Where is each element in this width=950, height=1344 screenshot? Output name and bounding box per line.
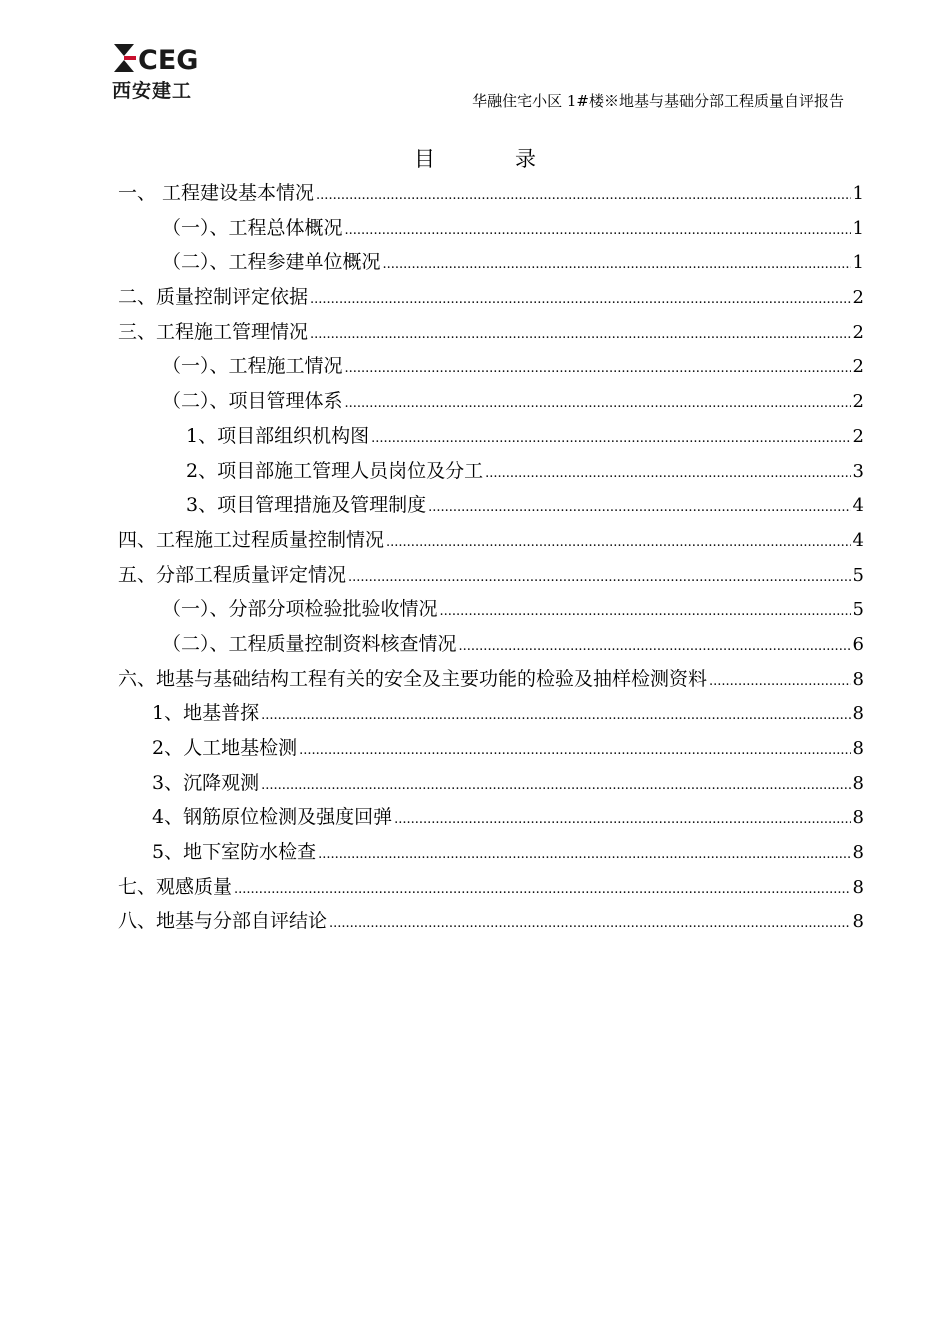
toc-entry-label: 5、地下室防水检查 bbox=[152, 841, 317, 864]
ceg-logo-icon bbox=[112, 42, 212, 74]
toc-entry-label: （一）、工程施工情况 bbox=[162, 355, 343, 378]
toc-entry-label: 3、项目管理措施及管理制度 bbox=[186, 494, 427, 517]
toc-entry-label: （一）、分部分项检验批验收情况 bbox=[162, 598, 438, 621]
toc-entry-label: 4、钢筋原位检测及强度回弹 bbox=[152, 806, 393, 829]
toc-entry-label: （一）、工程总体概况 bbox=[162, 216, 343, 239]
toc-leader-dots bbox=[440, 595, 851, 630]
toc-leader-dots bbox=[329, 907, 851, 942]
toc-leader-dots bbox=[428, 491, 850, 526]
toc-entry-page-number: 8 bbox=[852, 703, 864, 725]
toc-entry-page-number: 8 bbox=[852, 911, 864, 933]
toc-entry-page-number: 5 bbox=[852, 564, 864, 586]
company-logo bbox=[112, 42, 212, 100]
toc-entry[interactable] bbox=[118, 419, 864, 454]
toc-leader-dots bbox=[261, 769, 850, 804]
toc-entry[interactable] bbox=[118, 315, 864, 350]
toc-leader-dots bbox=[234, 873, 851, 908]
logo-chinese-name: 西安建工 bbox=[112, 80, 193, 102]
toc-entry-label: （二）、工程参建单位概况 bbox=[162, 251, 381, 274]
toc-leader-dots bbox=[459, 630, 851, 665]
toc-entry[interactable] bbox=[118, 488, 864, 523]
toc-leader-dots bbox=[310, 283, 851, 318]
toc-entry[interactable] bbox=[118, 384, 864, 419]
toc-entry-label: 三、工程施工管理情况 bbox=[118, 320, 309, 343]
toc-entry-page-number: 8 bbox=[852, 876, 864, 898]
toc-leader-dots bbox=[709, 665, 851, 700]
toc-leader-dots bbox=[485, 457, 850, 492]
toc-entry[interactable] bbox=[118, 454, 864, 489]
toc-entry-page-number: 8 bbox=[852, 772, 864, 794]
toc-entry[interactable] bbox=[118, 349, 864, 384]
toc-entry[interactable] bbox=[118, 800, 864, 835]
toc-entry-label: 3、沉降观测 bbox=[152, 771, 260, 794]
toc-entry-label: 二、质量控制评定依据 bbox=[118, 286, 309, 309]
toc-leader-dots bbox=[345, 214, 851, 249]
toc-entry[interactable] bbox=[118, 627, 864, 662]
toc-entry-label: 四、工程施工过程质量控制情况 bbox=[118, 528, 385, 551]
toc-entry-page-number: 1 bbox=[852, 252, 864, 274]
toc-title: 目 录 bbox=[413, 147, 537, 171]
toc-leader-dots bbox=[383, 248, 851, 283]
toc-leader-dots bbox=[299, 734, 850, 769]
toc-leader-dots bbox=[348, 561, 851, 596]
toc-entry-page-number: 4 bbox=[852, 529, 864, 551]
toc-entry[interactable] bbox=[118, 904, 864, 939]
toc-entry-label: 一、 工程建设基本情况 bbox=[118, 182, 315, 204]
toc-entry-label: 1、项目部组织机构图 bbox=[186, 424, 370, 447]
toc-entry[interactable] bbox=[118, 523, 864, 558]
toc-leader-dots bbox=[386, 526, 851, 561]
toc-entry-label: 七、观感质量 bbox=[118, 875, 233, 898]
toc-leader-dots bbox=[345, 387, 851, 422]
toc-entry-label: 五、分部工程质量评定情况 bbox=[118, 563, 347, 586]
toc-entry[interactable] bbox=[118, 558, 864, 593]
toc-leader-dots bbox=[318, 838, 850, 873]
toc-leader-dots bbox=[345, 352, 851, 387]
toc-entry-page-number: 2 bbox=[852, 287, 864, 309]
toc-leader-dots bbox=[394, 803, 850, 838]
toc-entry-page-number: 8 bbox=[852, 668, 864, 690]
toc-entry-page-number: 3 bbox=[852, 460, 864, 482]
toc-entry[interactable] bbox=[118, 176, 864, 211]
toc-entry[interactable] bbox=[118, 592, 864, 627]
toc-entry[interactable] bbox=[118, 870, 864, 905]
toc-leader-dots bbox=[371, 422, 850, 457]
toc-entry[interactable] bbox=[118, 766, 864, 801]
toc-entry[interactable] bbox=[118, 662, 864, 697]
toc-entry-page-number: 8 bbox=[852, 807, 864, 829]
toc-entry[interactable] bbox=[118, 211, 864, 246]
toc-entry[interactable] bbox=[118, 731, 864, 766]
toc-entry-page-number: 8 bbox=[852, 842, 864, 864]
toc-entry[interactable] bbox=[118, 835, 864, 870]
toc-entry-page-number: 4 bbox=[852, 495, 864, 517]
toc-entry-label: （二）、项目管理体系 bbox=[162, 390, 343, 413]
toc-leader-dots bbox=[310, 318, 851, 353]
logo-text: CEG bbox=[138, 45, 199, 74]
toc-entry-page-number: 2 bbox=[852, 321, 864, 343]
header-divider bbox=[112, 112, 854, 113]
toc-entry-page-number: 1 bbox=[852, 183, 864, 204]
toc-entry-label: 2、项目部施工管理人员岗位及分工 bbox=[186, 459, 484, 482]
toc-entry-page-number: 8 bbox=[852, 738, 864, 759]
table-of-contents bbox=[118, 176, 864, 939]
report-header-title: 华融住宅小区 1#楼※地基与基础分部工程质量自评报告 bbox=[472, 92, 844, 110]
toc-leader-dots bbox=[316, 179, 851, 214]
toc-entry-label: （二）、工程质量控制资料核查情况 bbox=[162, 632, 457, 655]
toc-leader-dots bbox=[261, 699, 850, 734]
toc-entry-label: 2、人工地基检测 bbox=[152, 737, 298, 759]
toc-entry-page-number: 2 bbox=[852, 391, 864, 413]
toc-entry-label: 八、地基与分部自评结论 bbox=[118, 910, 328, 933]
toc-entry-page-number: 5 bbox=[852, 599, 864, 621]
toc-entry[interactable] bbox=[118, 696, 864, 731]
toc-entry-page-number: 2 bbox=[852, 425, 864, 447]
toc-entry-page-number: 1 bbox=[852, 217, 864, 239]
toc-entry-page-number: 6 bbox=[852, 633, 864, 655]
toc-entry-label: 六、地基与基础结构工程有关的安全及主要功能的检验及抽样检测资料 bbox=[118, 667, 708, 690]
toc-entry-label: 1、地基普探 bbox=[152, 702, 260, 725]
toc-entry[interactable] bbox=[118, 245, 864, 280]
toc-entry[interactable] bbox=[118, 280, 864, 315]
toc-entry-page-number: 2 bbox=[852, 356, 864, 378]
